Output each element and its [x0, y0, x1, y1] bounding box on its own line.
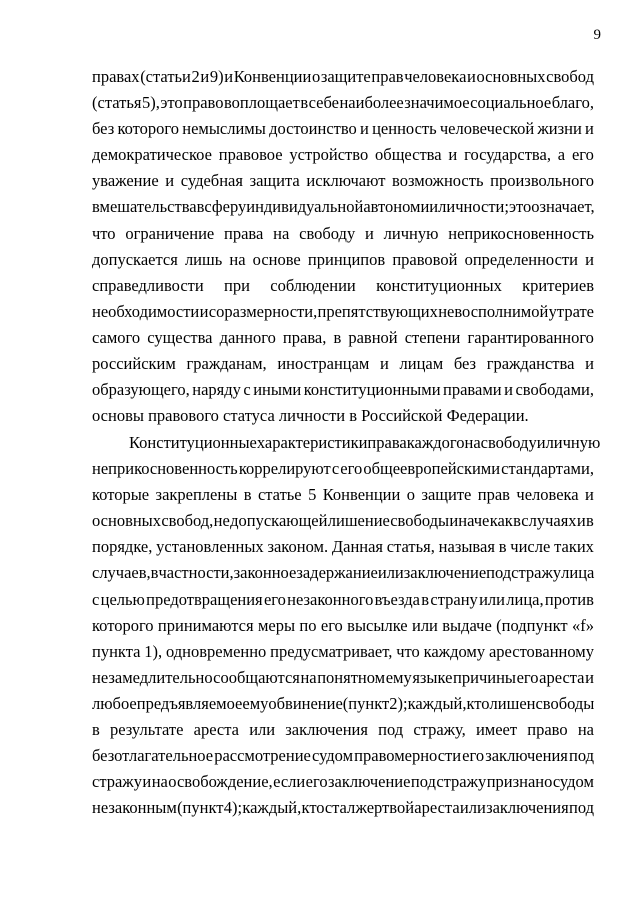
word: под — [410, 772, 436, 792]
word: иначе — [449, 511, 490, 531]
word: без — [453, 354, 477, 374]
word: и — [224, 67, 234, 86]
word: пункта — [92, 641, 141, 661]
word: 4); — [223, 798, 243, 818]
word: под — [378, 720, 404, 740]
word: о — [406, 485, 416, 505]
word: заключения — [486, 798, 569, 818]
word: о — [311, 67, 321, 86]
word: против — [544, 589, 594, 609]
word: предусматривает, — [270, 641, 393, 661]
word: свободы — [390, 511, 450, 531]
word: предъявляемое — [136, 693, 243, 713]
word: не — [213, 511, 230, 531]
word: в — [92, 720, 100, 740]
word: и — [467, 67, 476, 86]
word: стал — [324, 798, 356, 818]
word: правомерности — [354, 746, 462, 766]
word: соразмерности, — [208, 301, 318, 321]
word: судом — [552, 772, 594, 792]
word: законом. — [267, 537, 329, 557]
word: стражу — [92, 772, 142, 792]
word: его — [320, 615, 343, 635]
word: и — [576, 511, 586, 531]
word: незаконного — [287, 589, 374, 609]
word: в — [243, 485, 252, 505]
word: по — [299, 615, 317, 635]
word: основных — [476, 67, 546, 86]
word: стражу — [436, 772, 487, 792]
word: предотвращения — [146, 589, 263, 609]
word: статья, — [386, 537, 435, 557]
word: принимаются — [157, 615, 254, 635]
word: Конституционные — [129, 433, 257, 452]
word: его — [305, 772, 328, 792]
word: если — [273, 772, 306, 792]
word: порядке, — [92, 537, 153, 557]
word: свободу — [299, 223, 356, 243]
text-line — [92, 377, 594, 403]
word: лица, — [506, 589, 544, 609]
word: ареста — [414, 798, 460, 818]
word: наиболее — [339, 93, 404, 113]
word: или — [479, 589, 505, 609]
word: незаконным — [92, 798, 177, 818]
word: правовой — [392, 249, 458, 269]
word: на — [464, 433, 481, 452]
word: себе — [308, 93, 339, 113]
text-line — [92, 168, 594, 194]
text-line — [92, 299, 594, 325]
text-line — [92, 116, 594, 142]
word: свобод, — [161, 511, 214, 531]
word: понятном — [317, 667, 386, 687]
word: Конвенции — [233, 67, 312, 86]
word: утрате — [548, 301, 594, 321]
text-line — [92, 456, 594, 482]
word: безотлагательное — [92, 746, 214, 766]
word: с — [331, 459, 340, 479]
word: права, — [282, 327, 327, 347]
text-line — [92, 665, 594, 691]
word: возможность — [392, 171, 484, 191]
word: и — [199, 301, 209, 321]
word: арестованному — [488, 641, 594, 661]
word: выдаче — [442, 615, 492, 635]
word: стражу, — [413, 720, 466, 740]
word: при — [224, 275, 250, 295]
text-line — [92, 717, 594, 743]
word: человеческой — [439, 119, 535, 139]
word: образующего, — [92, 380, 190, 400]
word: критериев — [522, 275, 594, 295]
word: право — [183, 93, 224, 113]
word: в — [196, 197, 205, 217]
word: каждый, — [242, 798, 302, 818]
text-line — [92, 560, 594, 586]
word: и — [585, 667, 594, 687]
text-line — [92, 325, 594, 351]
word: и — [504, 380, 513, 400]
word: в — [513, 511, 521, 531]
word: гражданам, — [186, 354, 267, 374]
word: каждый, — [407, 693, 467, 713]
paragraph-1 — [92, 64, 594, 429]
word: законное — [233, 563, 297, 583]
page-number: 9 — [593, 27, 601, 43]
word: и — [585, 249, 594, 269]
word: стандартами, — [501, 459, 594, 479]
word: иными — [253, 380, 302, 400]
word: права — [224, 223, 264, 243]
word: (подпункт — [496, 615, 568, 635]
word: значимое — [404, 93, 470, 113]
word: правами — [443, 380, 502, 400]
word: самого — [92, 327, 141, 347]
word: въезда — [374, 589, 420, 609]
word: жертвой — [355, 798, 415, 818]
word: и — [200, 67, 210, 86]
text-line — [92, 795, 594, 821]
word: судом — [311, 746, 354, 766]
word: в — [300, 93, 309, 113]
word: одновременно — [166, 641, 267, 661]
word: установленных — [156, 537, 264, 557]
word: признано — [486, 772, 553, 792]
word: соблюдении — [270, 275, 356, 295]
word: общеевропейскими — [363, 459, 501, 479]
word: незамедлительно — [92, 667, 213, 687]
word: а — [557, 145, 566, 165]
text-line — [92, 482, 594, 508]
text-line — [92, 90, 594, 116]
word: что — [396, 641, 420, 661]
word: общества — [375, 145, 442, 165]
word: демократическое — [92, 145, 212, 165]
word: гарантированного — [467, 327, 594, 347]
word: определенности — [464, 249, 578, 269]
word: ареста — [539, 667, 585, 687]
word: Данная — [331, 537, 384, 557]
word: каждому — [423, 641, 486, 661]
word: исключают — [306, 171, 386, 191]
word: человека — [404, 67, 467, 86]
text-line — [92, 194, 594, 220]
word: гражданства — [486, 354, 575, 374]
text-line — [92, 247, 594, 273]
word: конституционных — [376, 275, 502, 295]
word: причины — [453, 667, 517, 687]
word: результате — [109, 720, 184, 740]
word: свободу — [480, 433, 537, 452]
word: благо, — [551, 93, 594, 113]
word: справедливости — [92, 275, 204, 295]
word: 2); — [389, 693, 408, 713]
word: высылке — [347, 615, 408, 635]
word: кто — [301, 798, 325, 818]
word: случаях — [521, 511, 577, 531]
word: принципов — [307, 249, 386, 269]
word: необходимости — [92, 301, 200, 321]
word: языке — [412, 667, 453, 687]
word: ему — [385, 667, 412, 687]
word: имеет — [475, 720, 518, 740]
word: прав — [477, 485, 510, 505]
word: воплощает — [224, 93, 300, 113]
word: его — [516, 667, 539, 687]
word: основных — [92, 511, 162, 531]
word: его — [462, 746, 485, 766]
word: невосполнимой — [438, 301, 549, 321]
word: называя — [438, 537, 495, 557]
word: и — [365, 223, 374, 243]
word: страну — [430, 589, 478, 609]
word: освобождение, — [168, 772, 273, 792]
word: (статья — [92, 93, 142, 113]
word: которого — [117, 119, 180, 139]
word: свободы — [535, 693, 595, 713]
text-line — [92, 403, 594, 429]
word: (статьи — [140, 67, 191, 86]
word: в — [498, 537, 507, 557]
word: правовое — [218, 145, 283, 165]
word: закреплены — [155, 485, 238, 505]
word: или — [249, 720, 276, 740]
text-line — [92, 769, 594, 795]
word: кто — [466, 693, 490, 713]
word: задержание — [296, 563, 378, 583]
word: характеристики — [256, 433, 368, 452]
text-line — [92, 508, 594, 534]
word: основе — [252, 249, 301, 269]
word: 5), — [141, 93, 160, 113]
word: с — [243, 380, 251, 400]
word: и — [165, 171, 175, 191]
text-line — [92, 743, 594, 769]
word: на — [577, 720, 594, 740]
word: коррелируют — [238, 459, 331, 479]
text-line — [92, 587, 594, 613]
word: это — [160, 93, 183, 113]
word: конституционными — [303, 380, 441, 400]
word: произвольного — [490, 171, 594, 191]
word: частности, — [158, 563, 234, 583]
word: каждого — [406, 433, 465, 452]
word: рассмотрение — [214, 746, 311, 766]
word: это — [508, 197, 532, 217]
word: ограничение — [125, 223, 215, 243]
word: заключения — [485, 746, 568, 766]
word: в — [333, 327, 342, 347]
text-line — [92, 639, 594, 665]
word: ценность — [372, 119, 437, 139]
text-line — [92, 534, 594, 560]
word: неприкосновенность — [92, 459, 238, 479]
word: 1), — [144, 641, 163, 661]
word: на — [151, 772, 168, 792]
word: в — [421, 589, 430, 609]
word: препятствующих — [317, 301, 438, 321]
word: его — [340, 459, 363, 479]
word: случаев, — [92, 563, 151, 583]
word: без — [92, 119, 115, 139]
text-line — [92, 64, 594, 90]
word: человека — [516, 485, 579, 505]
word: целью — [100, 589, 145, 609]
word: на — [300, 667, 317, 687]
word: его — [263, 589, 286, 609]
word: как — [489, 511, 513, 531]
word: уважение — [92, 171, 159, 191]
word: защита — [249, 171, 300, 191]
word: существа — [147, 327, 213, 347]
text-line — [92, 142, 594, 168]
word: неприкосновенность — [448, 223, 594, 243]
word: статье — [257, 485, 302, 505]
word: «f» — [571, 615, 594, 635]
word: под — [486, 563, 512, 583]
word: или — [411, 615, 438, 635]
word: или — [377, 563, 404, 583]
word: сферу — [204, 197, 247, 217]
word: под — [569, 746, 594, 766]
word: которого — [92, 615, 154, 635]
word: личную — [545, 433, 601, 452]
word: числе — [510, 537, 551, 557]
word: обвинение — [268, 693, 343, 713]
word: заключения — [285, 720, 368, 740]
text-line — [92, 221, 594, 247]
word: 5 — [308, 485, 317, 505]
word: в — [586, 511, 594, 531]
word: ареста — [193, 720, 239, 740]
word: жизни — [537, 119, 582, 139]
word: или — [459, 798, 486, 818]
word: под — [568, 798, 594, 818]
word: и — [380, 354, 389, 374]
word: сообщаются — [213, 667, 300, 687]
word: и — [360, 119, 369, 139]
text-line — [92, 273, 594, 299]
word: вмешательства — [92, 197, 197, 217]
word: означает, — [531, 197, 595, 217]
word: свобод — [546, 67, 594, 86]
word: таких — [554, 537, 594, 557]
word: (пункт — [342, 693, 390, 713]
word: (пункт — [177, 798, 224, 818]
word: лишь — [184, 249, 223, 269]
word: устройство — [289, 145, 369, 165]
word: иностранцам — [277, 354, 370, 374]
word: лица — [561, 563, 595, 583]
word: защите — [421, 485, 472, 505]
word: и — [448, 145, 458, 165]
word: заключение — [403, 563, 487, 583]
word: лишен — [489, 693, 536, 713]
word: защите — [320, 67, 371, 86]
word: правах — [92, 67, 140, 86]
word: что — [92, 223, 116, 243]
word: его — [571, 145, 594, 165]
word: Конвенции — [322, 485, 401, 505]
word: и — [585, 485, 594, 505]
word: любое — [92, 693, 137, 713]
word: права — [367, 433, 407, 452]
word: лицам — [399, 354, 444, 374]
word: прав — [371, 67, 404, 86]
word: право — [527, 720, 568, 740]
word: допускается — [92, 249, 178, 269]
word: государства, — [464, 145, 551, 165]
word: свободами, — [515, 380, 594, 400]
text-line — [92, 430, 601, 456]
paragraph-2 — [92, 430, 601, 821]
word: российским — [92, 354, 176, 374]
word: заключение — [328, 772, 411, 792]
word: ему — [242, 693, 269, 713]
word: лишение — [327, 511, 390, 531]
word: на — [229, 249, 246, 269]
word: достоинство — [269, 119, 357, 139]
word: равной — [348, 327, 398, 347]
word: личности; — [438, 197, 509, 217]
word: основы правового статуса личности в Российской Федерации. — [92, 406, 529, 426]
text-line — [92, 351, 594, 377]
text-line — [92, 613, 594, 639]
word: и — [585, 119, 594, 139]
word: степени — [404, 327, 461, 347]
word: 9) — [209, 67, 224, 86]
word: немыслимы — [182, 119, 266, 139]
word: наряду — [192, 380, 241, 400]
text-line — [92, 691, 594, 717]
word: личную — [383, 223, 439, 243]
word: и — [585, 354, 594, 374]
word: автономии — [363, 197, 439, 217]
word: стражу — [511, 563, 562, 583]
word: которые — [92, 485, 150, 505]
word: 2 — [191, 67, 200, 86]
word: социальное — [470, 93, 552, 113]
word: и — [142, 772, 152, 792]
word: в — [150, 563, 159, 583]
word: индивидуальной — [246, 197, 364, 217]
word: с — [92, 589, 100, 609]
word: данного — [219, 327, 276, 347]
word: на — [273, 223, 290, 243]
word: и — [536, 433, 546, 452]
word: меры — [257, 615, 296, 635]
word: допускающей — [230, 511, 328, 531]
word: судебная — [180, 171, 243, 191]
